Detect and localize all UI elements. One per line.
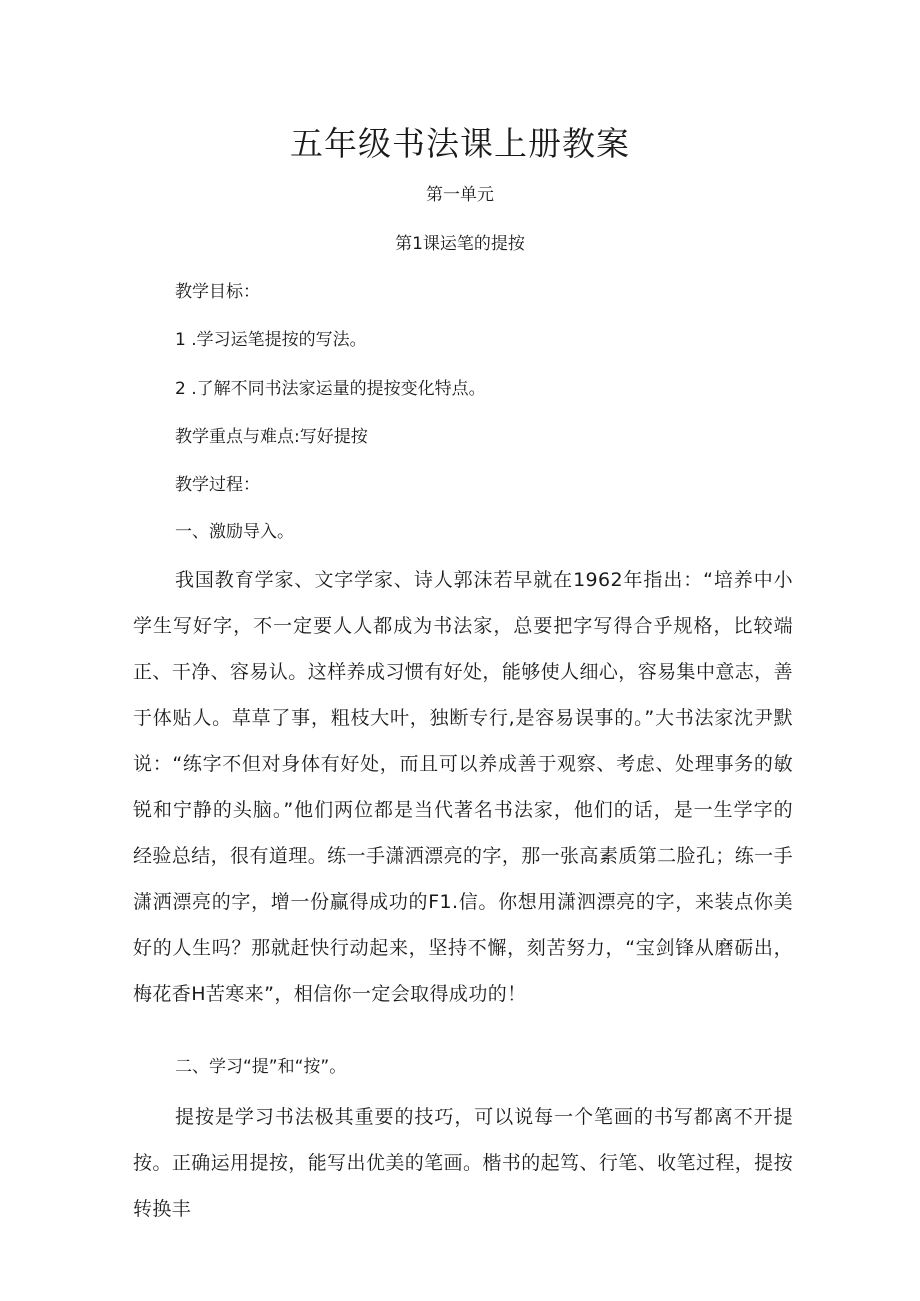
key-points-line: 教学重点与难点:写好提按 [175, 427, 368, 447]
document-title: 五年级书法课上册教案 [290, 124, 630, 163]
objective-item-2: 2 .了解不同书法家运量的提按变化特点。 [175, 379, 486, 399]
unit-heading: 第一单元 [426, 185, 494, 205]
process-heading: 教学过程： [175, 475, 260, 495]
section-1-paragraph: 我国教育学家、文字学家、诗人郭沫若早就在1962年指出：“培养中小学生写好字，不一定要人人都成为书法家，总要把字写得合乎规格，比较端正、干净、容易认。这样养成习惯有好处，能够使人细心，容易集中意志，善于体贴人。草草了事，粗枝大叶，独断专行,是容易误事的。”大书法家沈尹默说：“练字不但对身体有好处，而且可以养成善于观察、考虑、处理事务的敏锐和宁静的头脑。”他们两位都是当代著名书法家，他们的话，是一生学字的经验总结，很有道理。练一手潇洒漂亮的字，那一张高素质第二脸孔；练一手潇洒漂亮的字，增一份赢得成功的F1.信。你想用潇泗漂亮的字，来装点你美好的人生吗？那就赶快行动起来，坚持不懈，刻苦努力，“宝剑锋从磨砺出，梅花香H苦寒来”，相信你一定会取得成功的！ [133, 569, 793, 1005]
section-2-heading: 二、学习“提”和“按”。 [175, 1057, 347, 1077]
section-1-heading: 一、激励导入。 [175, 522, 294, 542]
objectives-heading: 教学目标： [175, 282, 260, 302]
section-2-paragraph: 提按是学习书法极其重要的技巧，可以说每一个笔画的书写都离不开提按。正确运用提按，能写出优美的笔画。楷书的起笃、行笔、收笔过程，提按转换丰 [133, 1106, 793, 1220]
objective-item-1: 1 .学习运笔提按的写法。 [175, 330, 367, 350]
lesson-heading: 第1课运笔的提按 [395, 234, 525, 254]
